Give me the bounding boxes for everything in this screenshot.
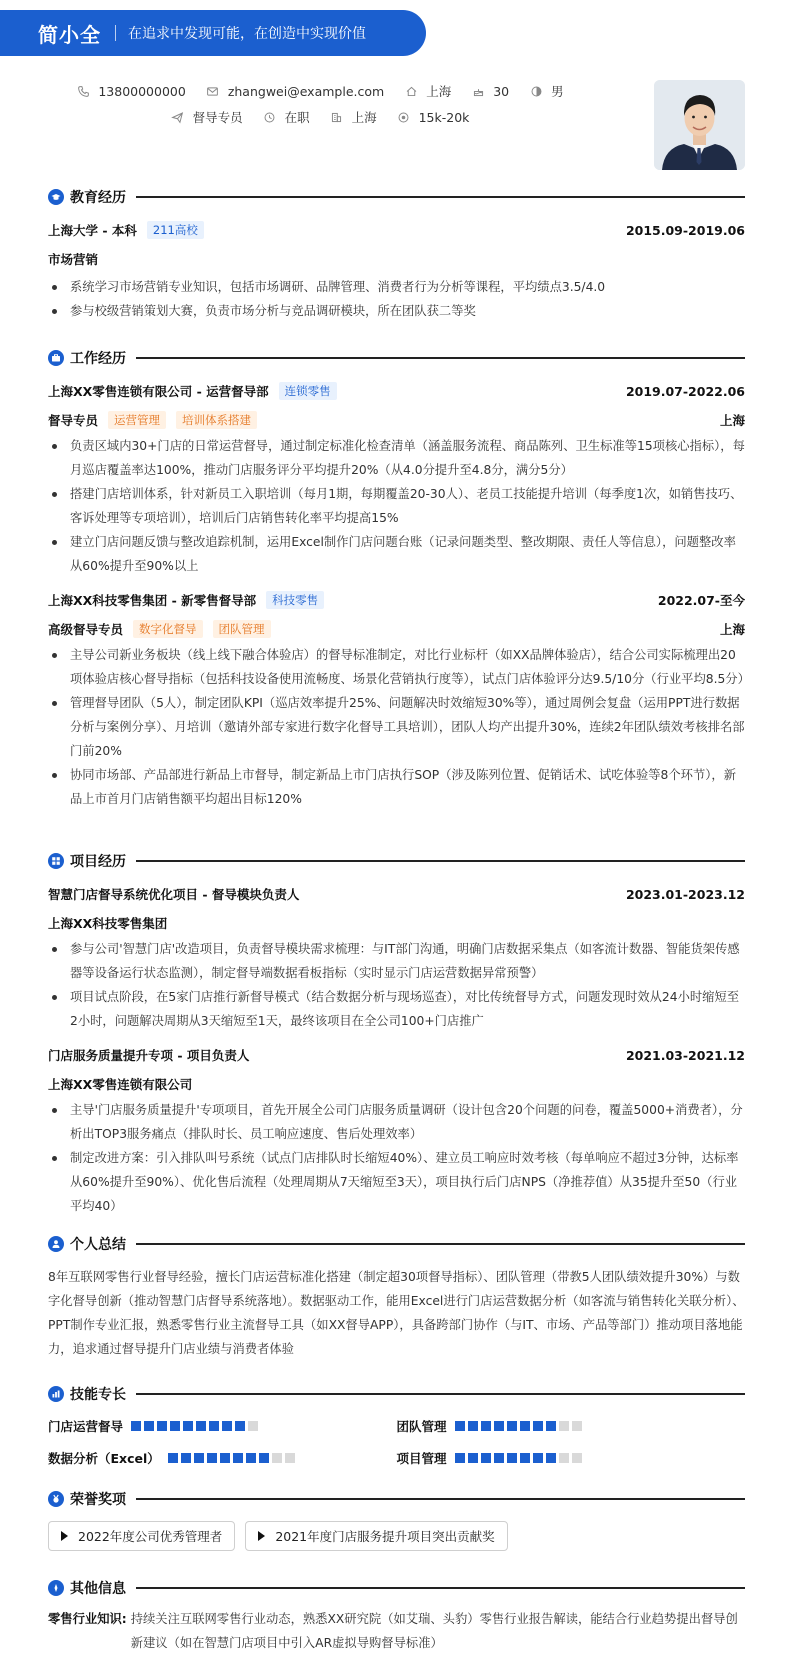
projects-section [48, 850, 745, 1218]
skill-level [455, 1453, 585, 1463]
skill-name: 项目管理 [396, 1451, 447, 1466]
phone-icon [76, 84, 90, 98]
section-divider [136, 196, 745, 198]
job-period: 2022.07-至今 [657, 593, 745, 608]
skill-dot-filled [222, 1421, 232, 1431]
role-row [48, 619, 745, 639]
skill-dot-empty [572, 1453, 582, 1463]
role-tag: 运营管理 [108, 411, 166, 429]
header-banner [0, 10, 426, 56]
company-name: 上海XX零售连锁有限公司 - 运营督导部 [48, 384, 269, 399]
skill-dot-filled [233, 1453, 243, 1463]
profile-photo [654, 80, 745, 170]
other-row [48, 1607, 745, 1655]
skill-dot-filled [194, 1453, 204, 1463]
education-period: 2015.09-2019.06 [625, 222, 745, 238]
project-entry [48, 884, 745, 904]
summary-text: 8年互联网零售行业督导经验，擅长门店运营标准化搭建（制定超30项督导指标）、团队管理（带教5人团队绩效提升30%）与数字化督导创新（推动智慧门店督导系统落地）。数据驱动工作，能用Excel进行门店运营数据分析（如客流与销售转化关联分析）、PPT制作专业汇报，熟悉零售行业主流督导工具（如XX督导APP），具备跨部门协作（与IT、市场、产品等部门）推动项目落地能力，追求通过督导提升门店业绩与消费者体验 [48, 1270, 745, 1356]
contact-phone: 13800000000 [76, 84, 185, 99]
major: 市场营销 [48, 252, 99, 267]
skill-item [397, 1448, 746, 1468]
award-item [245, 1521, 507, 1551]
list-item: 系统学习市场营销专业知识，包括市场调研、品牌管理、消费者行为分析等课程，平均绩点3.5/4.0 [48, 275, 745, 299]
skill-dot-filled [181, 1453, 191, 1463]
skill-level [168, 1453, 298, 1463]
skill-dot-filled [546, 1421, 556, 1431]
skill-dot-filled [207, 1453, 217, 1463]
other-section [48, 1577, 745, 1655]
list-item: 参与校级营销策划大赛，负责市场分析与竞品调研模块，所在团队获二等奖 [48, 299, 745, 323]
section-divider [136, 860, 745, 862]
school-name: 上海大学 - 本科 [48, 223, 137, 238]
contact-gender: 男 [529, 82, 564, 100]
education-entry [48, 220, 745, 240]
role-tag: 数字化督导 [133, 620, 203, 638]
role-tag: 团队管理 [213, 620, 271, 638]
contact-info [0, 80, 640, 132]
project-period: 2023.01-2023.12 [625, 886, 745, 902]
candidate-name: 简小全 [38, 22, 101, 47]
contact-row-2 [0, 106, 640, 128]
compass-icon [48, 1580, 64, 1596]
skill-dot-filled [481, 1453, 491, 1463]
job-role: 督导专员 [48, 413, 99, 428]
work-header [48, 347, 745, 369]
list-item: 建立门店问题反馈与整改追踪机制，运用Excel制作门店问题台账（记录问题类型、整改期限、责任人等信息），问题整改率从60%提升至90%以上 [48, 530, 745, 578]
job-period: 2019.07-2022.06 [625, 383, 745, 399]
skill-dot-filled [259, 1453, 269, 1463]
send-icon [171, 110, 185, 124]
awards-header [48, 1488, 745, 1510]
contact-position: 督导专员 [171, 108, 243, 126]
education-bullets [48, 275, 745, 323]
project-bullets [48, 937, 745, 1033]
section-title: 其他信息 [70, 1581, 126, 1597]
project-org-row [48, 1074, 745, 1094]
cake-icon [471, 84, 485, 98]
section-divider [136, 1587, 745, 1589]
person-icon [48, 1236, 64, 1252]
contact-email: zhangwei@example.com [206, 84, 384, 99]
other-header [48, 1577, 745, 1599]
skill-dot-empty [559, 1453, 569, 1463]
skill-dot-filled [507, 1453, 517, 1463]
skill-dot-filled [220, 1453, 230, 1463]
award-label: 2022年度公司优秀管理者 [78, 1529, 223, 1544]
graduation-cap-icon [48, 189, 64, 205]
gender-icon [529, 84, 543, 98]
list-item: 制定改进方案：引入排队叫号系统（试点门店排队时长缩短40%）、建立员工响应时效考核（每单响应不超过3分钟，达标率从60%提升至90%）、优化售后流程（处理周期从7天缩短至3天），项目执行后门店NPS（净推荐值）从35提升至50（行业平均40） [48, 1146, 745, 1218]
skill-dot-empty [572, 1421, 582, 1431]
skill-dot-filled [520, 1453, 530, 1463]
section-divider [136, 1243, 745, 1245]
skill-name: 门店运营督导 [48, 1419, 124, 1434]
bar-chart-icon [48, 1386, 64, 1402]
project-name: 门店服务质量提升专项 - 项目负责人 [48, 1048, 250, 1063]
skills-header [48, 1383, 745, 1405]
skill-item [48, 1416, 397, 1436]
skill-dot-filled [546, 1453, 556, 1463]
skills-grid [48, 1416, 745, 1468]
contact-city: 上海 [330, 108, 377, 126]
awards-list [48, 1521, 745, 1551]
project-org: 上海XX科技零售集团 [48, 916, 168, 931]
section-title: 个人总结 [70, 1237, 126, 1253]
skill-dot-empty [248, 1421, 258, 1431]
project-org: 上海XX零售连锁有限公司 [48, 1077, 193, 1092]
section-divider [136, 1393, 745, 1395]
skill-dot-empty [285, 1453, 295, 1463]
skill-level [455, 1421, 585, 1431]
company-name: 上海XX科技零售集团 - 新零售督导部 [48, 593, 257, 608]
other-label: 零售行业知识: [48, 1612, 127, 1626]
job-city: 上海 [719, 413, 745, 428]
skill-dot-filled [533, 1453, 543, 1463]
skill-dot-filled [533, 1421, 543, 1431]
education-section [48, 186, 745, 323]
skill-dot-filled [196, 1421, 206, 1431]
skill-dot-filled [481, 1421, 491, 1431]
home-icon [404, 84, 418, 98]
job-bullets [48, 434, 745, 578]
briefcase-icon [48, 350, 64, 366]
skill-dot-empty [272, 1453, 282, 1463]
play-icon [61, 1531, 68, 1541]
role-row [48, 410, 745, 430]
slogan: 在追求中发现可能，在创造中实现价值 [128, 26, 366, 42]
section-title: 项目经历 [70, 854, 126, 870]
header-divider [115, 25, 116, 41]
education-header [48, 186, 745, 208]
list-item: 项目试点阶段，在5家门店推行新督导模式（结合数据分析与现场巡查），对比传统督导方式，问题发现时效从24小时缩短至2小时，问题解决周期从3天缩短至1天，最终该项目在全公司100+门店推广 [48, 985, 745, 1033]
skill-dot-filled [157, 1421, 167, 1431]
job-city: 上海 [719, 622, 745, 637]
industry-tag: 科技零售 [266, 591, 324, 609]
role-tag: 培训体系搭建 [176, 411, 257, 429]
awards-section [48, 1488, 745, 1551]
list-item: 管理督导团队（5人），制定团队KPI（巡店效率提升25%、问题解决时效缩短30%等），通过周例会复盘（运用PPT进行数据分析与案例分享）、月培训（邀请外部专家进行数字化督导工具培训），团队人均产出提升30%，连续2年团队绩效考核排名部门前20% [48, 691, 745, 763]
work-section [48, 347, 750, 811]
skill-dot-filled [468, 1421, 478, 1431]
project-name: 智慧门店督导系统优化项目 - 督导模块负责人 [48, 887, 300, 902]
projects-header [48, 850, 745, 872]
major-row [48, 249, 745, 269]
summary-header [48, 1233, 745, 1255]
skill-item [48, 1448, 397, 1468]
contact-status: 在职 [263, 108, 310, 126]
contact-row-1 [0, 80, 640, 102]
skill-dot-empty [559, 1421, 569, 1431]
medal-icon [48, 1491, 64, 1507]
section-title: 教育经历 [70, 190, 126, 206]
clock-icon [263, 110, 277, 124]
industry-tag: 连锁零售 [279, 382, 337, 400]
project-period: 2021.03-2021.12 [625, 1047, 745, 1063]
section-divider [136, 1498, 745, 1500]
section-title: 工作经历 [70, 351, 126, 367]
project-bullets [48, 1098, 745, 1218]
skill-dot-filled [144, 1421, 154, 1431]
list-item: 主导'门店服务质量提升'专项项目，首先开展全公司门店服务质量调研（设计包含20个问题的问卷，覆盖5000+消费者），分析出TOP3服务痛点（排队时长、员工响应速度、售后处理效率） [48, 1098, 745, 1146]
list-item: 参与公司'智慧门店'改造项目，负责督导模块需求梳理：与IT部门沟通，明确门店数据采集点（如客流计数器、智能货架传感器等设备运行状态监测），制定督导端数据看板指标（实时显示门店运营数据异常预警） [48, 937, 745, 985]
job-bullets [48, 643, 750, 811]
skill-item [397, 1416, 746, 1436]
list-item: 负责区域内30+门店的日常运营督导，通过制定标准化检查清单（涵盖服务流程、商品陈列、卫生标准等15项核心指标），每月巡店覆盖率达100%，推动门店服务评分平均提升20%（从4.0分提升至4.8分，满分5分） [48, 434, 745, 482]
skill-dot-filled [209, 1421, 219, 1431]
section-title: 荣誉奖项 [70, 1492, 126, 1508]
play-icon [258, 1531, 265, 1541]
skill-dot-filled [131, 1421, 141, 1431]
skill-level [131, 1421, 261, 1431]
skill-name: 团队管理 [396, 1419, 447, 1434]
skill-dot-filled [494, 1421, 504, 1431]
summary-section [48, 1233, 745, 1361]
coin-icon [397, 110, 411, 124]
skill-dot-filled [455, 1421, 465, 1431]
list-item: 协同市场部、产品部进行新品上市督导，制定新品上市门店执行SOP（涉及陈列位置、促销话术、试吃体验等8个环节），新品上市首月门店销售额平均超出目标120% [48, 763, 745, 811]
other-text: 持续关注互联网零售行业动态，熟悉XX研究院（如艾瑞、头豹）零售行业报告解读，能结合行业趋势提出督导创新建议（如在智慧门店项目中引入AR虚拟导购督导标准） [130, 1612, 738, 1650]
project-org-row [48, 913, 745, 933]
section-divider [136, 357, 745, 359]
award-item [48, 1521, 235, 1551]
skill-dot-filled [183, 1421, 193, 1431]
skill-dot-filled [520, 1421, 530, 1431]
award-label: 2021年度门店服务提升项目突出贡献奖 [275, 1529, 495, 1544]
list-item: 主导公司新业务板块（线上线下融合体验店）的督导标准制定，对比行业标杆（如XX品牌体验店），结合公司实际梳理出20项体验店核心督导指标（包括科技设备使用流畅度、场景化营销执行度等），试点门店体验评分达9.5/10分（行业平均8.5分） [48, 643, 745, 691]
job-entry [48, 590, 745, 610]
skill-dot-filled [507, 1421, 517, 1431]
contact-location: 上海 [404, 82, 451, 100]
job-entry [48, 381, 745, 401]
skill-dot-filled [468, 1453, 478, 1463]
grid-icon [48, 853, 64, 869]
contact-age: 30 [471, 84, 509, 99]
job-role: 高级督导专员 [48, 622, 124, 637]
skill-name: 数据分析（Excel） [48, 1451, 160, 1466]
list-item: 搭建门店培训体系，针对新员工入职培训（每月1期，每期覆盖20-30人）、老员工技能提升培训（每季度1次，如销售技巧、客诉处理等专项培训），培训后门店销售转化率平均提高15% [48, 482, 745, 530]
mail-icon [206, 84, 220, 98]
section-title: 技能专长 [70, 1387, 126, 1403]
skill-dot-filled [168, 1453, 178, 1463]
skills-section [48, 1383, 745, 1468]
skill-dot-filled [235, 1421, 245, 1431]
school-tag: 211高校 [147, 221, 204, 239]
skill-dot-filled [170, 1421, 180, 1431]
skill-dot-filled [246, 1453, 256, 1463]
building-icon [330, 110, 344, 124]
contact-salary: 15k-20k [397, 110, 470, 125]
skill-dot-filled [494, 1453, 504, 1463]
skill-dot-filled [455, 1453, 465, 1463]
project-entry [48, 1045, 745, 1065]
